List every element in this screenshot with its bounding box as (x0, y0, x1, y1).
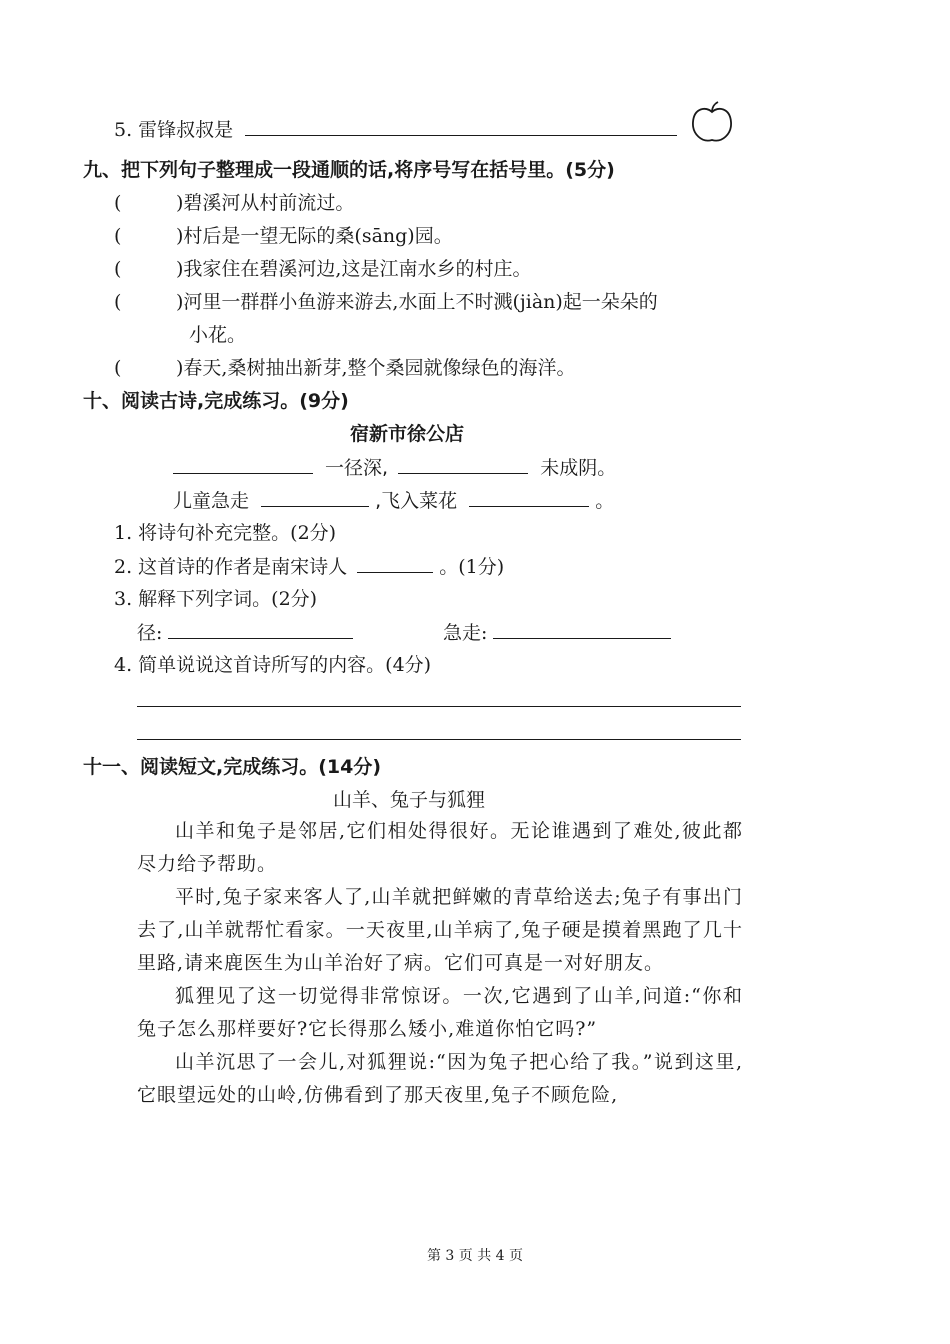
story-paragraph-3: 狐狸见了这一切觉得非常惊讶。一次,它遇到了山羊,问道:“你和兔子怎么那样要好?它长得那么矮小,难道你怕它吗?” (137, 985, 743, 1040)
answer-line-2[interactable] (137, 739, 741, 740)
poem-text: 未成阴。 (540, 457, 617, 479)
poem-title: 宿新市徐公店 (350, 423, 465, 445)
q9-heading: 九、把下列句子整理成一段通顺的话,将序号写在括号里。(5分) (83, 159, 615, 181)
word-blank[interactable] (493, 620, 671, 639)
q9-sentence-1 (114, 191, 354, 215)
answer-blank[interactable] (245, 117, 677, 136)
q10-sub-4: 4. 简单说说这首诗所写的内容。(4分) (114, 654, 432, 676)
word-label: 急走: (443, 622, 488, 644)
q8-item5-text: 5. 雷锋叔叔是 (114, 119, 234, 141)
poem-blank[interactable] (173, 455, 313, 474)
poem-line-1 (173, 455, 616, 480)
order-paren[interactable]: ( (114, 291, 122, 313)
word-blank[interactable] (168, 620, 353, 639)
q10-sub-3-word1 (137, 620, 353, 645)
poem-blank[interactable] (398, 455, 528, 474)
apple-icon (688, 100, 736, 146)
q10-sub-1: 1. 将诗句补充完整。(2分) (114, 522, 337, 544)
q10-sub-2-text: 2. 这首诗的作者是南宋诗人 (114, 556, 348, 578)
poem-text: 一径深, (325, 457, 389, 479)
answer-line-1[interactable] (137, 706, 741, 707)
page-footer: 第 3 页 共 4 页 (426, 1248, 524, 1264)
sentence-text: )河里一群群小鱼游来游去,水面上不时溅(jiàn)起一朵朵的 (176, 291, 658, 313)
q9-sentence-2 (114, 224, 453, 248)
q10-sub-2 (114, 554, 504, 579)
q10-sub-3-word2 (443, 620, 671, 645)
order-paren[interactable]: ( (114, 258, 122, 280)
order-paren[interactable]: ( (114, 357, 122, 379)
q9-sentence-3 (114, 257, 531, 281)
q9-sentence-4-cont: 小花。 (189, 324, 247, 346)
poem-blank[interactable] (469, 488, 589, 507)
sentence-text: )春天,桑树抽出新芽,整个桑园就像绿色的海洋。 (176, 357, 576, 379)
q10-heading: 十、阅读古诗,完成练习。(9分) (83, 390, 349, 412)
q11-heading: 十一、阅读短文,完成练习。(14分) (83, 756, 382, 778)
order-paren[interactable]: ( (114, 225, 122, 247)
poem-line-2 (173, 488, 614, 513)
poem-blank[interactable] (261, 488, 369, 507)
sentence-text: )村后是一望无际的桑(sāng)园。 (176, 225, 453, 247)
word-label: 径: (137, 622, 163, 644)
sentence-text: )碧溪河从村前流过。 (176, 192, 355, 214)
q10-sub-3: 3. 解释下列字词。(2分) (114, 588, 318, 610)
order-paren[interactable]: ( (114, 192, 122, 214)
poem-text: ,飞入菜花 (375, 490, 458, 512)
poem-text: 儿童急走 (173, 490, 250, 512)
author-blank[interactable] (357, 554, 433, 573)
story-title: 山羊、兔子与狐狸 (333, 789, 486, 811)
q10-sub-2-score: 。(1分) (439, 556, 505, 578)
story-paragraph-1: 山羊和兔子是邻居,它们相处得很好。无论谁遇到了难处,彼此都尽力给予帮助。 (137, 820, 743, 875)
q9-sentence-4 (114, 290, 658, 314)
story-paragraph-4: 山羊沉思了一会儿,对狐狸说:“因为兔子把心给了我。”说到这里,它眼望远处的山岭,仿佛看到了那天夜里,兔子不顾危险, (137, 1051, 743, 1106)
story-body (137, 815, 743, 1112)
q9-sentence-5 (114, 356, 576, 380)
q8-item5 (114, 117, 677, 142)
story-paragraph-2: 平时,兔子家来客人了,山羊就把鲜嫩的青草给送去;兔子有事出门去了,山羊就帮忙看家。一天夜里,山羊病了,兔子硬是摸着黑跑了几十里路,请来鹿医生为山羊治好了病。它们可真是一对好朋友。 (137, 886, 743, 974)
poem-text: 。 (595, 490, 615, 512)
sentence-text: )我家住在碧溪河边,这是江南水乡的村庄。 (176, 258, 532, 280)
